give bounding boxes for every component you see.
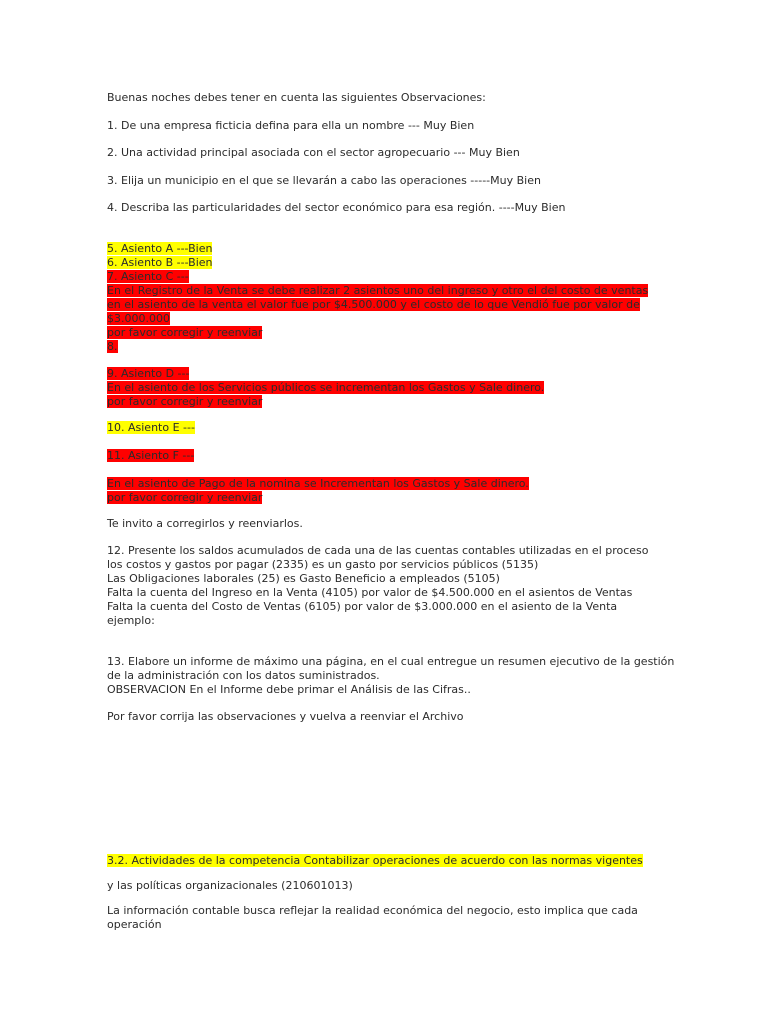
item-13-line-1: 13. Elabore un informe de máximo una página, en el cual entregue un resumen ejecutivo de la gestión <box>107 655 675 668</box>
item-7-note-4: por favor corregir y reenviar <box>107 326 263 339</box>
item-1: 1. De una empresa ficticia defina para ella un nombre --- Muy Bien <box>107 119 475 132</box>
item-12-line-2: los costos y gastos por pagar (2335) es un gasto por servicios públicos (5135) <box>107 558 539 571</box>
item-9-note-2: por favor corregir y reenviar <box>107 395 263 408</box>
item-11-note-2: por favor corregir y reenviar <box>107 491 263 504</box>
item-7: 7. Asiento C --- <box>107 270 189 283</box>
paragraph-line-1: La información contable busca reflejar la realidad económica del negocio, esto implica que cada <box>107 904 638 917</box>
item-12-line-1: 12. Presente los saldos acumulados de cada una de las cuentas contables utilizadas en el proceso <box>107 544 649 557</box>
item-10: 10. Asiento E --- <box>107 421 195 434</box>
item-7-note-3: $3.000.000 <box>107 312 170 325</box>
item-6: 6. Asiento B ---Bien <box>107 256 213 269</box>
item-12-line-6: ejemplo: <box>107 614 155 627</box>
item-5: 5. Asiento A ---Bien <box>107 242 213 255</box>
item-11-note-1: En el asiento de Pago de la nomina se Incrementan los Gastos y Sale dinero. <box>107 477 529 490</box>
item-2: 2. Una actividad principal asociada con el sector agropecuario --- Muy Bien <box>107 146 520 159</box>
item-12-line-3: Las Obligaciones laborales (25) es Gasto Beneficio a empleados (5105) <box>107 572 500 585</box>
item-9-note-1: En el asiento de los Servicios públicos se incrementan los Gastos y Sale dinero. <box>107 381 545 394</box>
item-12-line-5: Falta la cuenta del Costo de Ventas (6105) por valor de $3.000.000 en el asiento de la Venta <box>107 600 618 613</box>
intro-line: Buenas noches debes tener en cuenta las siguientes Observaciones: <box>107 91 486 104</box>
item-7-note-1: En el Registro de la Venta se debe realizar 2 asientos uno del ingreso y otro el del costo de ventas <box>107 284 649 297</box>
item-8: 8. <box>107 340 118 353</box>
section-subheading: y las políticas organizacionales (210601013) <box>107 879 353 892</box>
item-7-note-2: en el asiento de la venta el valor fue por $4.500.000 y el costo de lo que Vendió fue por valor de <box>107 298 640 311</box>
section-heading: 3.2. Actividades de la competencia Contabilizar operaciones de acuerdo con las normas vigentes <box>107 854 643 867</box>
item-11: 11. Asiento F --- <box>107 449 195 462</box>
closing-line: Por favor corrija las observaciones y vuelva a reenviar el Archivo <box>107 710 464 723</box>
item-12-line-4: Falta la cuenta del Ingreso en la Venta (4105) por valor de $4.500.000 en el asientos de Ventas <box>107 586 633 599</box>
item-4: 4. Describa las particularidades del sector económico para esa región. ----Muy Bien <box>107 201 566 214</box>
item-3: 3. Elija un municipio en el que se llevarán a cabo las operaciones -----Muy Bien <box>107 174 541 187</box>
paragraph-line-2: operación <box>107 918 162 931</box>
invite-line: Te invito a corregirlos y reenviarlos. <box>107 517 303 530</box>
item-13-line-3: OBSERVACION En el Informe debe primar el Análisis de las Cifras.. <box>107 683 471 696</box>
item-13-line-2: de la administración con los datos suministrados. <box>107 669 380 682</box>
item-9: 9. Asiento D --- <box>107 367 190 380</box>
